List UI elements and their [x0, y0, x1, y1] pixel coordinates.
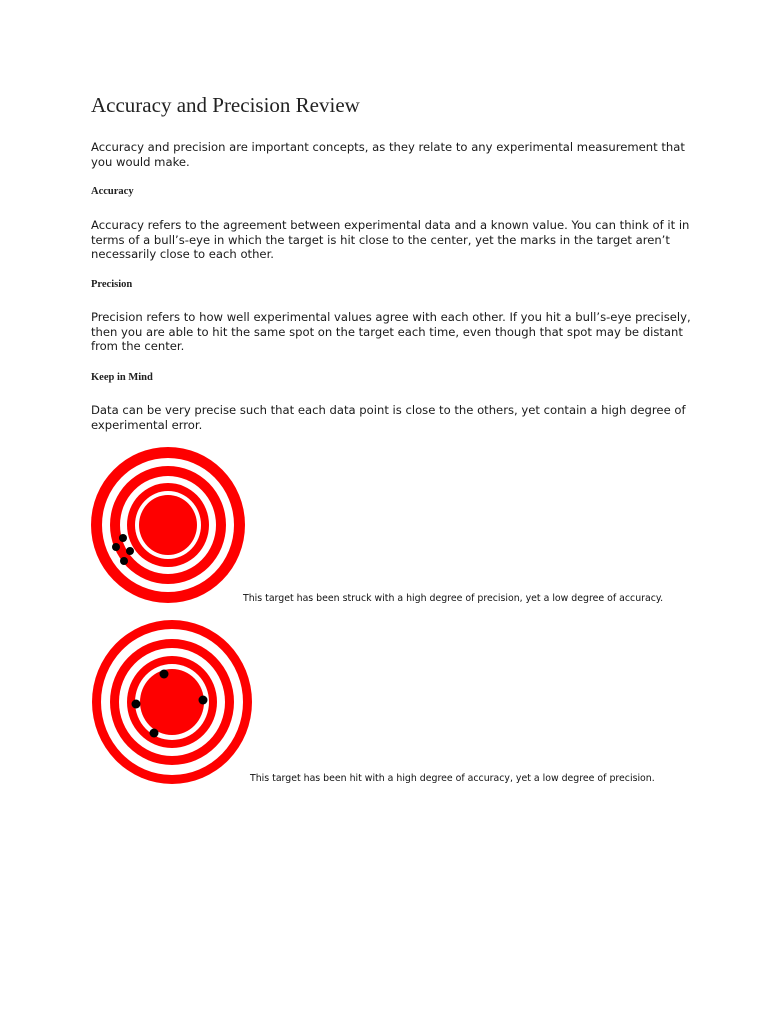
hit-mark — [132, 700, 141, 709]
precision-paragraph: Precision refers to how well experimental values agree with each other. If you hit a bull’s-eye precisely, then you are able to hit the same spot on the target each time, even though that spot may be distant from the center. — [91, 310, 691, 353]
hit-mark — [119, 534, 127, 542]
intro-paragraph: Accuracy and precision are important concepts, as they relate to any experimental measurement that you would make. — [91, 140, 685, 169]
hit-mark — [150, 729, 159, 738]
precision-heading: Precision — [91, 279, 133, 290]
keep-in-mind-heading: Keep in Mind — [91, 372, 153, 383]
figure-caption-accuracy: This target has been hit with a high degree of accuracy, yet a low degree of precision. — [250, 773, 655, 784]
hit-mark — [126, 547, 134, 555]
hit-mark — [160, 670, 169, 679]
bullseye-target-accurate-icon — [91, 619, 253, 785]
keep-in-mind-paragraph: Data can be very precise such that each data point is close to the others, yet contain a high degree of experimental error. — [91, 403, 686, 432]
page-title: Accuracy and Precision Review — [91, 93, 360, 117]
accuracy-paragraph: Accuracy refers to the agreement between experimental data and a known value. You can think of it in terms of a bull’s-eye in which the target is hit close to the center, yet the marks in the target aren’t necessarily close to each other. — [91, 218, 690, 261]
hit-mark — [199, 696, 208, 705]
hit-mark — [120, 557, 128, 565]
hit-mark — [112, 543, 120, 551]
accuracy-heading: Accuracy — [91, 186, 134, 197]
bullseye-target-precise-icon — [91, 447, 245, 603]
figure-caption-precision: This target has been struck with a high degree of precision, yet a low degree of accuracy. — [243, 593, 664, 604]
